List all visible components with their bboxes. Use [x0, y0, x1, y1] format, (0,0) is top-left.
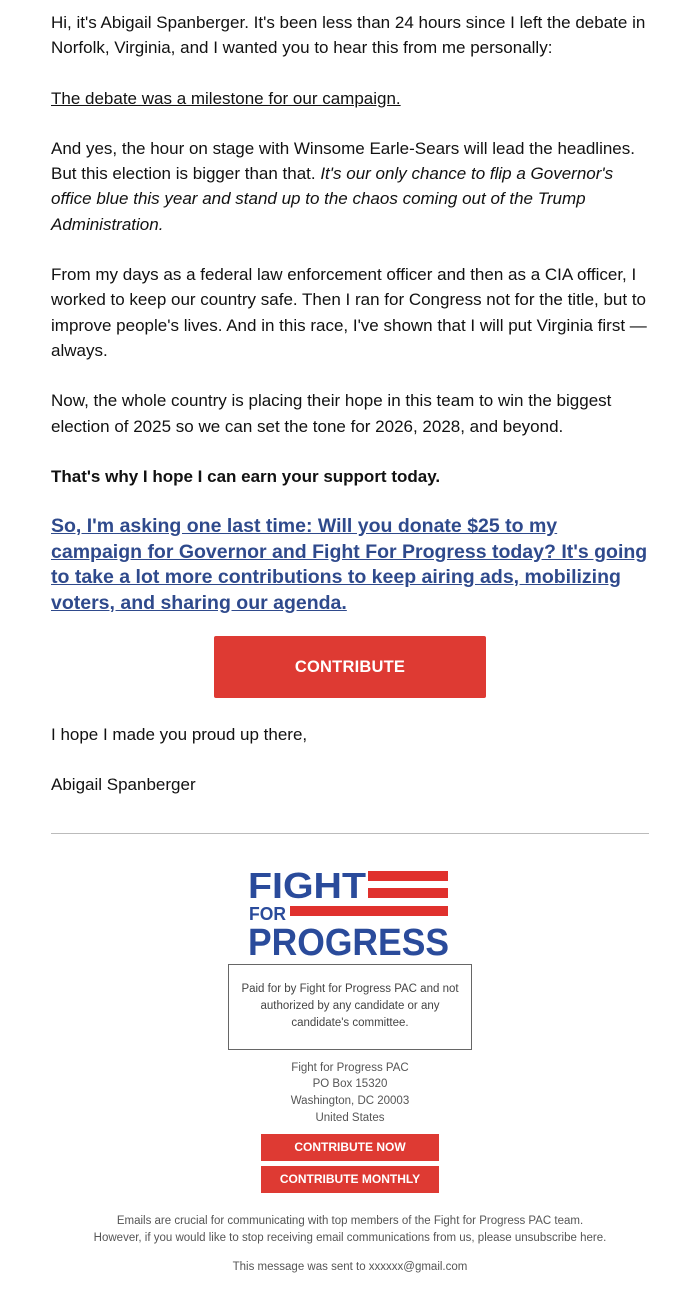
contribute-now-button[interactable]: CONTRIBUTE NOW: [261, 1134, 439, 1161]
address-org: Fight for Progress PAC: [291, 1061, 409, 1074]
headlines-italic-text: It's our only chance to flip a Governor's office blue this year and stand up to the chaos coming out of the Trump Administration.: [51, 164, 614, 234]
hope-paragraph: Now, the whole country is placing their hope in this team to win the biggest election of 2025 so we can set the tone for 2026, 2028, and beyond.: [51, 391, 612, 436]
logo-stripe-3: [290, 906, 448, 916]
sent-to-notice: This message was sent to xxxxxx@gmail.com: [232, 1261, 468, 1274]
logo-progress-text: PROGRESS: [248, 921, 449, 958]
address-country: United States: [315, 1111, 385, 1124]
logo-fight-text: FIGHT: [248, 867, 367, 906]
signature: Abigail Spanberger: [51, 775, 196, 795]
paid-for-disclaimer: Paid for by Fight for Progress PAC and not authorized by any candidate or any candidate's committee.: [228, 964, 472, 1050]
email-body: [51, 0, 649, 1273]
contribute-monthly-button[interactable]: CONTRIBUTE MONTHLY: [261, 1166, 439, 1193]
headlines-text: And yes, the hour on stage with Winsome Earle-Sears will lead the headlines. But this election is bigger than that.: [51, 138, 635, 184]
contribute-button[interactable]: CONTRIBUTE: [214, 636, 486, 698]
support-paragraph: [51, 464, 649, 489]
logo-stripe-2: [368, 888, 448, 898]
logo-for-text: FOR: [249, 903, 286, 924]
cta-wrapper: [51, 636, 649, 698]
headlines-paragraph: [51, 136, 649, 237]
milestone-paragraph: [51, 86, 649, 111]
logo-stripe-1: [368, 871, 448, 881]
fight-for-progress-logo: [248, 868, 452, 958]
milestone-underlined-text: The debate was a milestone for our campaign.: [51, 88, 401, 108]
mailing-address: [51, 1060, 649, 1126]
support-bold-text: That's why I hope I can earn your support today.: [51, 466, 441, 486]
intro-paragraph: Hi, it's Abigail Spanberger. It's been less than 24 hours since I left the debate in Norfolk, Virginia, and I wanted you to hear this from me personally:: [51, 13, 646, 58]
address-city: Washington, DC 20003: [290, 1094, 410, 1107]
footer: [51, 834, 649, 1274]
unsubscribe-line-1: Emails are crucial for communicating with top members of the Fight for Progress PAC team.: [116, 1215, 584, 1228]
address-po-box: PO Box 15320: [312, 1078, 388, 1091]
closing-line: I hope I made you proud up there,: [51, 725, 308, 745]
donate-ask-link[interactable]: So, I'm asking one last time: Will you donate $25 to my campaign for Governor and Fight For Progress today? It's going to take a lot more contributions to keep airing ads, mobilizing voters, and sharing our agenda.: [51, 515, 648, 614]
background-paragraph: From my days as a federal law enforcement officer and then as a CIA officer, I worked to keep our country safe. Then I ran for Congress not for the title, but to improve people's lives. And in this race, I've shown that I will put Virginia first — always.: [51, 265, 647, 360]
unsubscribe-line-2[interactable]: However, if you would like to stop receiving email communications from us, please unsubscribe here.: [93, 1231, 607, 1244]
unsubscribe-notice: [51, 1213, 649, 1246]
